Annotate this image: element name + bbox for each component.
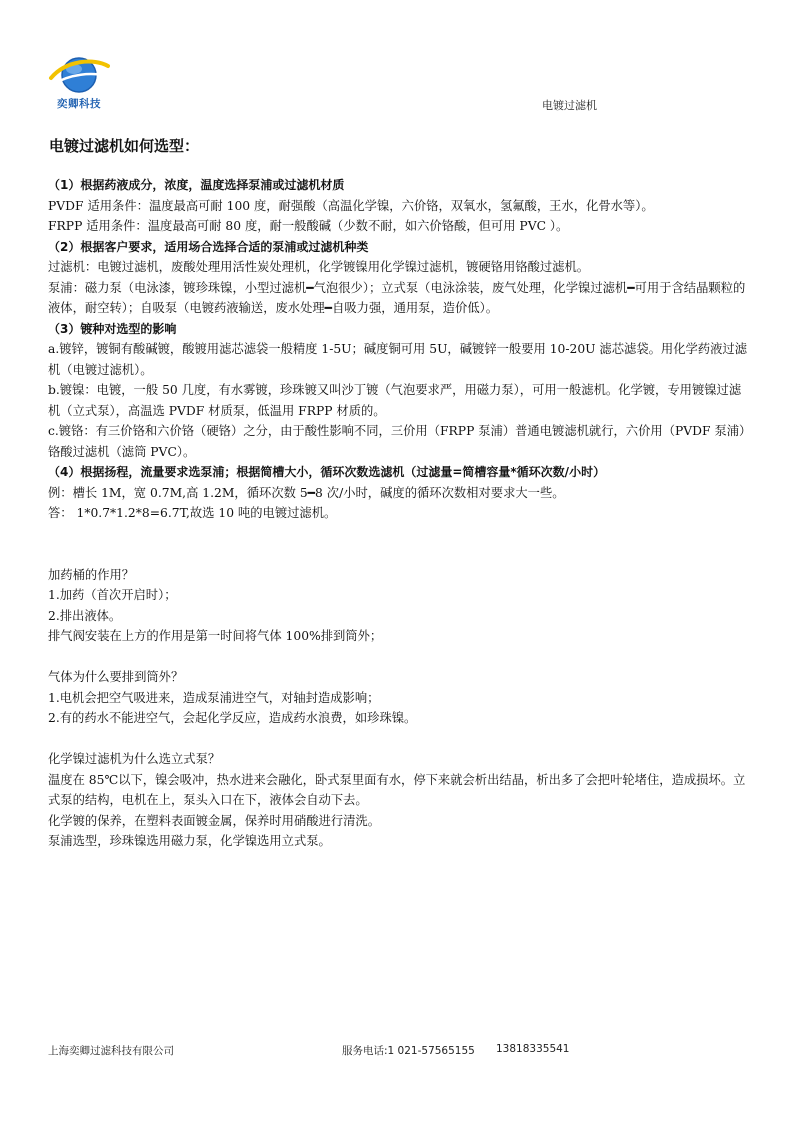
spacer bbox=[48, 729, 748, 750]
spacer bbox=[48, 647, 748, 668]
section-heading: （2）根据客户要求，适用场合选择合适的泵浦或过滤机种类 bbox=[48, 239, 369, 254]
paragraph: 1.电机会把空气吸进来，造成泵浦进空气，对轴封造成影响； bbox=[48, 690, 380, 705]
paragraph: 加药桶的作用？ bbox=[48, 567, 135, 582]
document-body bbox=[48, 175, 748, 852]
page-title: 电镀过滤机如何选型： bbox=[49, 137, 200, 155]
paragraph: 1.加药（首次开启时）； bbox=[48, 588, 177, 602]
header-title: 电镀过滤机 bbox=[542, 99, 597, 112]
paragraph: 化学镀的保养，在塑料表面镀金属，保养时用硝酸进行清洗。 bbox=[48, 813, 381, 828]
paragraph: 泵浦选型，珍珠镍选用磁力泵，化学镍选用立式泵。 bbox=[48, 834, 331, 848]
logo-text: 奕卿科技 bbox=[57, 98, 101, 110]
paragraph: c.镀铬：有三价铬和六价铬（硬铬）之分，由于酸性影响不同，三价用（FRPP 泵浦）普通电镀滤机就行，六价用（PVDF 泵浦）铬酸过滤机（滤筒 PVC）。 bbox=[48, 424, 746, 459]
paragraph: 过滤机：电镀过滤机，废酸处理用活性炭处理机，化学镀镍用化学镍过滤机，镀硬铬用铬酸过滤机。 bbox=[48, 260, 590, 274]
paragraph: 泵浦：磁力泵（电泳漆，镀珍珠镍，小型过滤机━气泡很少）；立式泵（电泳涂装，废气处理，化学镍过滤机━可用于含结晶颗粒的液体，耐空转）；自吸泵（电镀药液输送，废水处理━自吸力强，通用泵，造价低）。 bbox=[48, 280, 746, 315]
spacer bbox=[48, 544, 748, 565]
paragraph: 2.有的药水不能进空气，会起化学反应，造成药水浪费，如珍珠镍。 bbox=[48, 711, 417, 725]
footer-company: 上海奕卿过滤科技有限公司 bbox=[48, 1045, 174, 1057]
logo-globe-icon bbox=[48, 52, 110, 96]
spacer bbox=[48, 524, 748, 545]
paragraph: PVDF 适用条件：温度最高可耐 100 度，耐强酸（高温化学镍，六价铬，双氧水，氢氟酸，王水，化骨水等）。 bbox=[48, 198, 654, 213]
paragraph: 排气阀安装在上方的作用是第一时间将气体 100%排到筒外； bbox=[48, 629, 383, 643]
paragraph: FRPP 适用条件：温度最高可耐 80 度，耐一般酸碱（少数不耐，如六价铬酸，但可用 PVC ）。 bbox=[48, 219, 569, 233]
section-heading: （1）根据药液成分，浓度，温度选择泵浦或过滤机材质 bbox=[48, 178, 345, 192]
footer-service-phone: 服务电话:1 021-57565155 bbox=[342, 1045, 475, 1057]
paragraph: 化学镍过滤机为什么选立式泵？ bbox=[48, 752, 221, 766]
company-logo bbox=[48, 52, 110, 112]
section-heading: （3）镀种对选型的影响 bbox=[48, 321, 177, 336]
paragraph: b.镀镍：电镀，一般 50 几度，有水雾镀，珍珠镀又叫沙丁镀（气泡要求严，用磁力泵），可用一般滤机。化学镀，专用镀镍过滤机（立式泵），高温选 PVDF 材质泵，低温用 FRPP 材质的。 bbox=[48, 383, 742, 418]
paragraph: 2.排出液体。 bbox=[48, 608, 122, 623]
footer-mobile-phone: 13818335541 bbox=[496, 1043, 570, 1055]
paragraph: 气体为什么要排到筒外？ bbox=[48, 670, 184, 684]
paragraph: a.镀锌，镀铜有酸碱镀，酸镀用滤芯滤袋一般精度 1-5U；碱度铜可用 5U，碱镀锌一般要用 10-20U 滤芯滤袋。用化学药液过滤机（电镀过滤机）。 bbox=[48, 342, 747, 377]
paragraph: 例：槽长 1M，宽 0.7M,高 1.2M，循环次数 5━8 次/小时，碱度的循环次数相对要求大一些。 bbox=[48, 485, 565, 500]
paragraph: 温度在 85℃以下，镍会吸冲，热水进来会融化，卧式泵里面有水，停下来就会析出结晶，析出多了会把叶轮堵住，造成损坏。立式泵的结构，电机在上，泵头入口在下，液体会自动下去。 bbox=[48, 772, 746, 807]
section-heading: （4）根据扬程，流量要求选泵浦；根据简槽大小，循环次数选滤机（过滤量=简槽容量*循环次数/小时） bbox=[48, 465, 606, 479]
paragraph: 答： 1*0.7*1.2*8=6.7T,故选 10 吨的电镀过滤机。 bbox=[48, 506, 337, 520]
